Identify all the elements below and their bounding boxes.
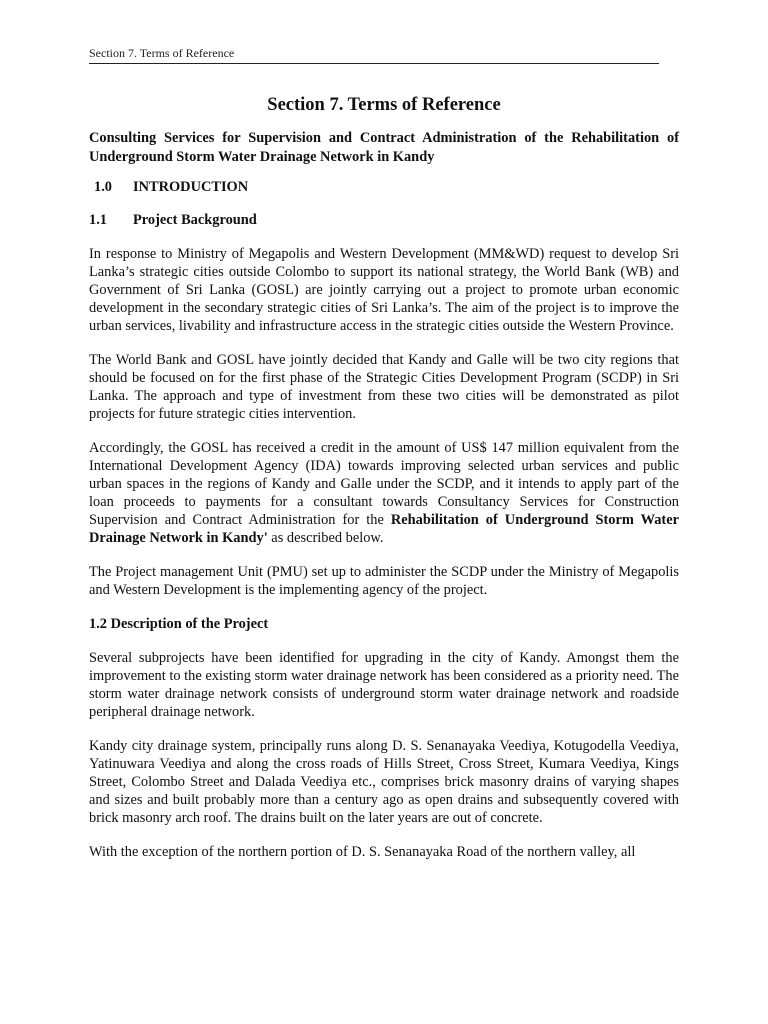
heading-introduction xyxy=(89,178,679,197)
heading-text: Project Background xyxy=(133,212,257,228)
page-title: Section 7. Terms of Reference xyxy=(267,95,501,115)
paragraph-3 xyxy=(89,439,679,547)
paragraph-2: The World Bank and GOSL have jointly decided that Kandy and Galle will be two city regions that should be focused on for the first phase of the Strategic Cities Development Program (SCDP) in Sri Lanka. The approach and type of investment from these two cities will be demonstrated as pilot projects for future strategic cities intervention. xyxy=(89,352,679,422)
heading-description-of-project: 1.2 Description of the Project xyxy=(89,616,269,632)
document-body xyxy=(89,93,679,877)
paragraph-3-ending: as described below. xyxy=(267,530,384,546)
document-subtitle: Consulting Services for Supervision and Contract Administration of the Rehabilitation of Underground Storm Water Drainage Network in Kandy xyxy=(89,130,679,165)
paragraph-7: With the exception of the northern portion of D. S. Senanayaka Road of the northern valley, all xyxy=(89,844,636,860)
heading-number: 1.1 xyxy=(89,212,107,228)
heading-number: 1.0 xyxy=(94,179,112,195)
header-divider xyxy=(89,63,659,64)
paragraph-4: The Project management Unit (PMU) set up to administer the SCDP under the Ministry of Megapolis and Western Development is the implementing agency of the project. xyxy=(89,564,679,598)
paragraph-1: In response to Ministry of Megapolis and Western Development (MM&WD) request to develop Sri Lanka’s strategic cities outside Colombo to support its national strategy, the World Bank (WB) and Government of Sri Lanka (GOSL) are jointly carrying out a project to promote urban economic development in the secondary strategic cities of Sri Lanka’s. The aim of the project is to improve the urban services, livability and infrastructure access in the strategic cities outside the Western Province. xyxy=(89,246,679,334)
heading-text: INTRODUCTION xyxy=(133,179,249,195)
paragraph-6: Kandy city drainage system, principally runs along D. S. Senanayaka Veediya, Kotugodella Veediya, Yatinuwara Veediya and along the cross roads of Hills Street, Cross Street, Kumara Veediya, Kings Street, Colombo Street and Dalada Veediya etc., comprises brick masonry drains of varying shapes and sizes and built probably more than a century ago as open drains and subsequently covered with brick masonry arch roof. The drains built on the later years are out of concrete. xyxy=(89,738,679,826)
paragraph-5: Several subprojects have been identified for upgrading in the city of Kandy. Amongst them the improvement to the existing storm water drainage network has been considered as a priority need. The storm water drainage network consists of underground storm water drainage network and roadside peripheral drainage network. xyxy=(89,650,679,720)
paragraph-3-text: Accordingly, the GOSL has received a credit in the amount of US$ 147 million equivalent from the International Development Agency (IDA) towards improving selected urban services and public urban spaces in the regions of Kandy and Galle under the SCDP, and it intends to apply part of the loan proceeds to payments for a consultant towards Consultancy Services for Construction Supervision and Contract Administration for the xyxy=(89,440,679,528)
heading-project-background xyxy=(89,211,679,230)
paragraph-3-bold-title: Rehabilitation of Underground Storm Water Drainage Network in Kandy' xyxy=(89,512,679,546)
running-header: Section 7. Terms of Reference xyxy=(89,46,235,60)
